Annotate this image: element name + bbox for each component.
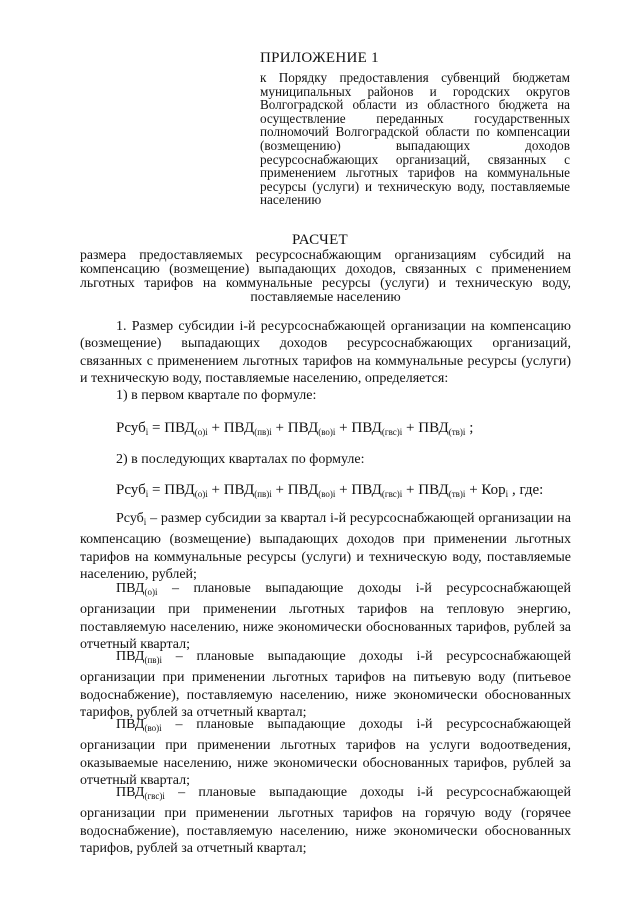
formula-term-base: ПВД	[164, 482, 195, 498]
definition-pvd-o	[80, 580, 571, 654]
subpoint-2: 2) в последующих кварталах по формуле:	[116, 452, 365, 467]
formula-plus: +	[335, 482, 352, 498]
formula-plus: +	[207, 420, 224, 436]
formula-term-sub: (во)i	[318, 489, 336, 499]
formula-term-base: ПВД	[351, 482, 382, 498]
definition-rsub	[80, 510, 571, 584]
formula-plus: +	[402, 482, 419, 498]
appendix-text: к Порядку предоставления субвенций бюджетам муниципальных районов и городских округов Волгоградской области из областного бюджета на осуществление переданных государственных полномочий Волгоградской области по компенсации (возмещению) выпадающих доходов ресурсоснабжающих организаций, связанных с применением льготных тарифов на коммунальные ресурсы (услуги) и техническую воду, поставляемые населению	[260, 70, 570, 208]
formula-term-base: ПВД	[223, 482, 255, 498]
formula-term-sub: (пв)i	[254, 489, 272, 499]
def-term-base: ПВД	[116, 649, 145, 664]
definition-pvd-vo	[80, 716, 571, 790]
formula-eq: =	[148, 482, 165, 498]
formula-plus: +	[207, 482, 224, 498]
appendix-title: ПРИЛОЖЕНИЕ 1	[260, 50, 379, 66]
formula-term-sub: (пв)i	[254, 427, 272, 437]
formula-kor: Кор	[481, 482, 506, 498]
def-term-base: Рсуб	[116, 511, 144, 526]
formula-term-sub: (о)i	[194, 489, 208, 499]
formula-end: ;	[465, 420, 474, 436]
formula-first-quarter	[116, 420, 473, 437]
definition-pvd-gvs	[80, 784, 571, 858]
formula-end: , где:	[508, 482, 544, 498]
formula-term-base: ПВД	[164, 420, 195, 436]
formula-plus: +	[271, 420, 288, 436]
def-term-sub: (о)i	[144, 587, 158, 597]
def-term-base: ПВД	[116, 717, 145, 732]
formula-term-sub: (гвс)i	[381, 489, 403, 499]
point-1-paragraph: 1. Размер субсидии i-й ресурсоснабжающей организации на компенсацию (возмещение) выпадающих доходов ресурсоснабжающих организаций, связанных с применением льготных тарифов на коммунальные ресурсы (услуги) и техническую воду, поставляемые населению, определяется:	[80, 319, 571, 387]
formula-plus: +	[271, 482, 288, 498]
def-term-sub: i	[143, 517, 147, 527]
formula-kor-sub: i	[505, 489, 509, 499]
formula-lhs: Рсуб	[116, 482, 146, 498]
formula-term-base: ПВД	[351, 420, 382, 436]
formula-term-sub: (тв)i	[448, 427, 466, 437]
formula-term-sub: (тв)i	[448, 489, 466, 499]
formula-term-base: ПВД	[287, 482, 319, 498]
formula-next-quarters	[116, 482, 543, 499]
formula-lhs: Рсуб	[116, 420, 146, 436]
formula-term-sub: (о)i	[194, 427, 208, 437]
subpoint-1: 1) в первом квартале по формуле:	[116, 388, 317, 403]
def-term-sub: (во)i	[144, 723, 162, 733]
def-text: – размер субсидии за квартал i-й ресурсоснабжающей организации на компенсацию (возмещение) выпадающих доходов при применении льготных тарифов на коммунальные ресурсы (услуги) и техническую воду, поставляемые населению, рублей;	[80, 511, 571, 583]
formula-lhs-sub: i	[145, 489, 149, 499]
formula-lhs-sub: i	[145, 427, 149, 437]
formula-term-base: ПВД	[287, 420, 319, 436]
formula-term-sub: (во)i	[318, 427, 336, 437]
formula-plus: +	[465, 482, 482, 498]
definition-pvd-pv	[80, 648, 571, 722]
formula-term-base: ПВД	[418, 482, 449, 498]
def-term-sub: (гвс)i	[144, 791, 165, 801]
def-term-base: ПВД	[116, 581, 145, 596]
formula-term-base: ПВД	[223, 420, 255, 436]
def-term-base: ПВД	[116, 785, 145, 800]
def-text: – плановые выпадающие доходы i-й ресурсоснабжающей организации при применении льготных тарифов на питьевую воду (питьевое водоснабжение), поставляемую населению, ниже экономически обоснованных тарифов, рублей за отчетный квартал;	[80, 649, 571, 721]
formula-eq: =	[148, 420, 165, 436]
def-term-sub: (пв)i	[144, 655, 163, 665]
calc-subtitle: размера предоставляемых ресурсоснабжающим организациям субсидий на компенсацию (возмещение) выпадающих доходов, связанных с применением льготных тарифов на коммунальные ресурсы (услуги) и техническую воду, поставляемые населению	[80, 247, 571, 304]
formula-term-base: ПВД	[418, 420, 449, 436]
def-text: – плановые выпадающие доходы i-й ресурсоснабжающей организации при применении льготных тарифов на услуги водоотведения, оказываемые населению, ниже экономически обоснованных тарифов, рублей за отчетный квартал;	[80, 717, 571, 789]
calc-title: РАСЧЕТ	[291, 232, 348, 248]
formula-plus: +	[335, 420, 352, 436]
formula-plus: +	[402, 420, 419, 436]
def-text: – плановые выпадающие доходы i-й ресурсоснабжающей организации при применении льготных тарифов на горячую воду (горячее водоснабжение), поставляемую населению, ниже экономически обоснованных тарифов, рублей за отчетный квартал;	[80, 785, 571, 857]
formula-term-sub: (гвс)i	[381, 427, 403, 437]
def-text: – плановые выпадающие доходы i-й ресурсоснабжающей организации при применении льготных тарифов на тепловую энергию, поставляемую населению, ниже экономически обоснованных тарифов, рублей за отчетный квартал;	[80, 581, 571, 653]
